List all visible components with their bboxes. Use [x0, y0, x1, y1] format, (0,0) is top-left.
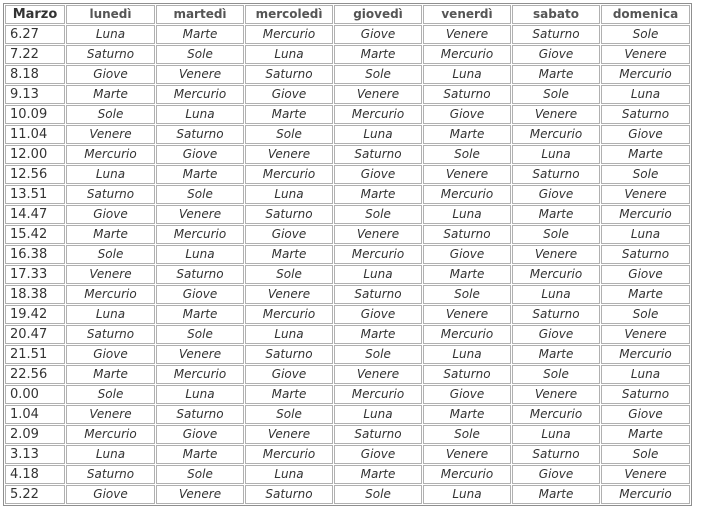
header-day-monday: lunedì — [66, 5, 155, 24]
planet-cell: Giove — [512, 465, 600, 484]
header-day-wednesday: mercoledì — [245, 5, 333, 24]
planet-cell: Marte — [334, 185, 422, 204]
planet-cell: Mercurio — [334, 245, 422, 264]
planet-cell: Mercurio — [66, 145, 155, 164]
planet-cell: Luna — [601, 85, 690, 104]
planet-cell: Mercurio — [66, 425, 155, 444]
planet-cell: Sole — [423, 425, 511, 444]
table-row — [5, 125, 690, 144]
planet-cell: Mercurio — [423, 325, 511, 344]
planet-cell: Marte — [245, 245, 333, 264]
planet-cell: Venere — [245, 285, 333, 304]
planet-cell: Sole — [334, 205, 422, 224]
time-cell: 20.47 — [5, 325, 65, 344]
planet-cell: Marte — [512, 65, 600, 84]
table-row — [5, 325, 690, 344]
planet-cell: Sole — [423, 285, 511, 304]
planet-cell: Sole — [601, 25, 690, 44]
planet-cell: Giove — [334, 25, 422, 44]
planet-cell: Marte — [423, 405, 511, 424]
planet-cell: Marte — [245, 105, 333, 124]
planet-cell: Marte — [334, 465, 422, 484]
planet-cell: Sole — [156, 325, 244, 344]
planet-cell: Venere — [601, 45, 690, 64]
planet-cell: Giove — [245, 225, 333, 244]
table-row — [5, 285, 690, 304]
planet-cell: Mercurio — [601, 65, 690, 84]
planet-cell: Venere — [334, 85, 422, 104]
time-cell: 4.18 — [5, 465, 65, 484]
planet-cell: Mercurio — [245, 25, 333, 44]
planet-cell: Sole — [334, 485, 422, 504]
time-cell: 14.47 — [5, 205, 65, 224]
time-cell: 13.51 — [5, 185, 65, 204]
planet-cell: Luna — [66, 25, 155, 44]
planet-cell: Marte — [423, 265, 511, 284]
planet-cell: Saturno — [156, 265, 244, 284]
planet-cell: Mercurio — [245, 445, 333, 464]
time-cell: 12.00 — [5, 145, 65, 164]
planet-cell: Mercurio — [66, 285, 155, 304]
table-row — [5, 465, 690, 484]
planet-cell: Giove — [156, 145, 244, 164]
planet-cell: Luna — [66, 305, 155, 324]
time-cell: 22.56 — [5, 365, 65, 384]
table-row — [5, 25, 690, 44]
planet-cell: Luna — [245, 465, 333, 484]
planet-cell: Mercurio — [423, 45, 511, 64]
planet-cell: Sole — [512, 85, 600, 104]
table-row — [5, 345, 690, 364]
planet-cell: Sole — [66, 385, 155, 404]
table-row — [5, 185, 690, 204]
planet-cell: Saturno — [423, 365, 511, 384]
planet-cell: Venere — [334, 225, 422, 244]
planet-cell: Marte — [156, 305, 244, 324]
planet-cell: Giove — [156, 425, 244, 444]
planet-cell: Venere — [66, 405, 155, 424]
time-cell: 8.18 — [5, 65, 65, 84]
planet-cell: Venere — [66, 125, 155, 144]
planet-cell: Marte — [512, 205, 600, 224]
planet-cell: Saturno — [512, 165, 600, 184]
planet-cell: Luna — [601, 225, 690, 244]
planet-cell: Venere — [601, 325, 690, 344]
planet-cell: Venere — [156, 485, 244, 504]
planet-cell: Luna — [601, 365, 690, 384]
planet-cell: Giove — [334, 165, 422, 184]
planet-cell: Luna — [334, 125, 422, 144]
planet-cell: Giove — [512, 45, 600, 64]
planet-cell: Venere — [423, 25, 511, 44]
planet-cell: Luna — [245, 185, 333, 204]
planet-cell: Sole — [601, 165, 690, 184]
planet-cell: Venere — [601, 185, 690, 204]
planet-cell: Venere — [512, 105, 600, 124]
planet-cell: Luna — [156, 245, 244, 264]
planet-cell: Venere — [156, 345, 244, 364]
planet-cell: Venere — [423, 305, 511, 324]
planet-cell: Marte — [601, 425, 690, 444]
planet-cell: Luna — [156, 105, 244, 124]
planet-cell: Saturno — [423, 225, 511, 244]
planet-cell: Saturno — [601, 245, 690, 264]
planet-cell: Venere — [423, 445, 511, 464]
planetary-hours-table — [3, 3, 692, 506]
planet-cell: Mercurio — [601, 205, 690, 224]
time-cell: 17.33 — [5, 265, 65, 284]
planet-cell: Mercurio — [601, 485, 690, 504]
planet-cell: Luna — [156, 385, 244, 404]
table-row — [5, 305, 690, 324]
planet-cell: Marte — [512, 345, 600, 364]
planet-cell: Mercurio — [245, 165, 333, 184]
planet-cell: Saturno — [245, 485, 333, 504]
time-cell: 10.09 — [5, 105, 65, 124]
planet-cell: Marte — [66, 365, 155, 384]
header-day-sunday: domenica — [601, 5, 690, 24]
planet-cell: Giove — [245, 365, 333, 384]
planet-cell: Saturno — [156, 125, 244, 144]
planet-cell: Sole — [245, 125, 333, 144]
planet-cell: Saturno — [512, 445, 600, 464]
planet-cell: Saturno — [66, 185, 155, 204]
planet-cell: Sole — [512, 225, 600, 244]
table-body — [5, 25, 690, 504]
planet-cell: Marte — [156, 445, 244, 464]
planet-cell: Mercurio — [423, 465, 511, 484]
table-row — [5, 145, 690, 164]
planet-cell: Marte — [156, 25, 244, 44]
time-cell: 7.22 — [5, 45, 65, 64]
planet-cell: Mercurio — [512, 265, 600, 284]
table-row — [5, 485, 690, 504]
planet-cell: Luna — [245, 45, 333, 64]
planetary-hours-table-container — [3, 3, 692, 506]
planet-cell: Saturno — [512, 25, 600, 44]
planet-cell: Mercurio — [512, 125, 600, 144]
planet-cell: Venere — [245, 425, 333, 444]
header-day-friday: venerdì — [423, 5, 511, 24]
planet-cell: Giove — [512, 325, 600, 344]
table-row — [5, 65, 690, 84]
planet-cell: Marte — [423, 125, 511, 144]
planet-cell: Luna — [334, 405, 422, 424]
planet-cell: Venere — [601, 465, 690, 484]
planet-cell: Saturno — [601, 105, 690, 124]
planet-cell: Luna — [66, 165, 155, 184]
planet-cell: Sole — [156, 185, 244, 204]
time-cell: 12.56 — [5, 165, 65, 184]
planet-cell: Saturno — [334, 145, 422, 164]
time-cell: 5.22 — [5, 485, 65, 504]
planet-cell: Mercurio — [512, 405, 600, 424]
planet-cell: Mercurio — [423, 185, 511, 204]
planet-cell: Saturno — [334, 285, 422, 304]
planet-cell: Marte — [66, 225, 155, 244]
planet-cell: Venere — [423, 165, 511, 184]
planet-cell: Saturno — [66, 465, 155, 484]
planet-cell: Giove — [334, 445, 422, 464]
planet-cell: Venere — [245, 145, 333, 164]
planet-cell: Giove — [601, 125, 690, 144]
planet-cell: Luna — [512, 285, 600, 304]
table-row — [5, 425, 690, 444]
planet-cell: Mercurio — [156, 85, 244, 104]
planet-cell: Giove — [66, 345, 155, 364]
table-row — [5, 165, 690, 184]
planet-cell: Venere — [512, 245, 600, 264]
planet-cell: Giove — [423, 245, 511, 264]
planet-cell: Saturno — [423, 85, 511, 104]
planet-cell: Saturno — [245, 65, 333, 84]
planet-cell: Saturno — [601, 385, 690, 404]
table-row — [5, 405, 690, 424]
planet-cell: Sole — [423, 145, 511, 164]
planet-cell: Luna — [245, 325, 333, 344]
planet-cell: Giove — [66, 65, 155, 84]
planet-cell: Saturno — [334, 425, 422, 444]
planet-cell: Mercurio — [156, 225, 244, 244]
planet-cell: Luna — [423, 485, 511, 504]
time-cell: 2.09 — [5, 425, 65, 444]
table-header-row — [5, 5, 690, 24]
table-row — [5, 205, 690, 224]
planet-cell: Sole — [245, 405, 333, 424]
planet-cell: Saturno — [156, 405, 244, 424]
planet-cell: Sole — [512, 365, 600, 384]
planet-cell: Luna — [66, 445, 155, 464]
planet-cell: Venere — [156, 205, 244, 224]
planet-cell: Mercurio — [156, 365, 244, 384]
planet-cell: Mercurio — [334, 385, 422, 404]
time-cell: 11.04 — [5, 125, 65, 144]
planet-cell: Saturno — [245, 345, 333, 364]
planet-cell: Saturno — [245, 205, 333, 224]
time-cell: 3.13 — [5, 445, 65, 464]
planet-cell: Luna — [423, 345, 511, 364]
planet-cell: Marte — [156, 165, 244, 184]
planet-cell: Venere — [66, 265, 155, 284]
planet-cell: Marte — [601, 145, 690, 164]
table-row — [5, 105, 690, 124]
planet-cell: Sole — [245, 265, 333, 284]
planet-cell: Sole — [334, 345, 422, 364]
planet-cell: Marte — [66, 85, 155, 104]
planet-cell: Marte — [334, 325, 422, 344]
planet-cell: Sole — [601, 305, 690, 324]
planet-cell: Luna — [423, 65, 511, 84]
planet-cell: Marte — [512, 485, 600, 504]
planet-cell: Sole — [66, 245, 155, 264]
table-row — [5, 225, 690, 244]
planet-cell: Giove — [512, 185, 600, 204]
planet-cell: Saturno — [512, 305, 600, 324]
header-month: Marzo — [5, 5, 65, 24]
planet-cell: Giove — [334, 305, 422, 324]
table-row — [5, 45, 690, 64]
header-day-thursday: giovedì — [334, 5, 422, 24]
planet-cell: Marte — [245, 385, 333, 404]
planet-cell: Sole — [156, 45, 244, 64]
planet-cell: Saturno — [66, 325, 155, 344]
planet-cell: Mercurio — [601, 345, 690, 364]
planet-cell: Luna — [423, 205, 511, 224]
table-row — [5, 245, 690, 264]
time-cell: 16.38 — [5, 245, 65, 264]
planet-cell: Sole — [334, 65, 422, 84]
planet-cell: Marte — [334, 45, 422, 64]
planet-cell: Luna — [512, 425, 600, 444]
planet-cell: Giove — [601, 265, 690, 284]
planet-cell: Giove — [66, 205, 155, 224]
planet-cell: Sole — [156, 465, 244, 484]
time-cell: 21.51 — [5, 345, 65, 364]
planet-cell: Mercurio — [245, 305, 333, 324]
table-row — [5, 445, 690, 464]
time-cell: 0.00 — [5, 385, 65, 404]
planet-cell: Giove — [601, 405, 690, 424]
header-day-tuesday: martedì — [156, 5, 244, 24]
planet-cell: Giove — [66, 485, 155, 504]
table-row — [5, 385, 690, 404]
table-row — [5, 365, 690, 384]
time-cell: 18.38 — [5, 285, 65, 304]
time-cell: 6.27 — [5, 25, 65, 44]
time-cell: 1.04 — [5, 405, 65, 424]
planet-cell: Giove — [423, 385, 511, 404]
table-row — [5, 265, 690, 284]
planet-cell: Sole — [66, 105, 155, 124]
planet-cell: Marte — [601, 285, 690, 304]
planet-cell: Luna — [334, 265, 422, 284]
time-cell: 19.42 — [5, 305, 65, 324]
planet-cell: Venere — [512, 385, 600, 404]
planet-cell: Sole — [601, 445, 690, 464]
planet-cell: Giove — [423, 105, 511, 124]
planet-cell: Mercurio — [334, 105, 422, 124]
planet-cell: Giove — [156, 285, 244, 304]
time-cell: 9.13 — [5, 85, 65, 104]
planet-cell: Venere — [156, 65, 244, 84]
table-row — [5, 85, 690, 104]
time-cell: 15.42 — [5, 225, 65, 244]
planet-cell: Luna — [512, 145, 600, 164]
header-day-saturday: sabato — [512, 5, 600, 24]
planet-cell: Venere — [334, 365, 422, 384]
planet-cell: Saturno — [66, 45, 155, 64]
planet-cell: Giove — [245, 85, 333, 104]
